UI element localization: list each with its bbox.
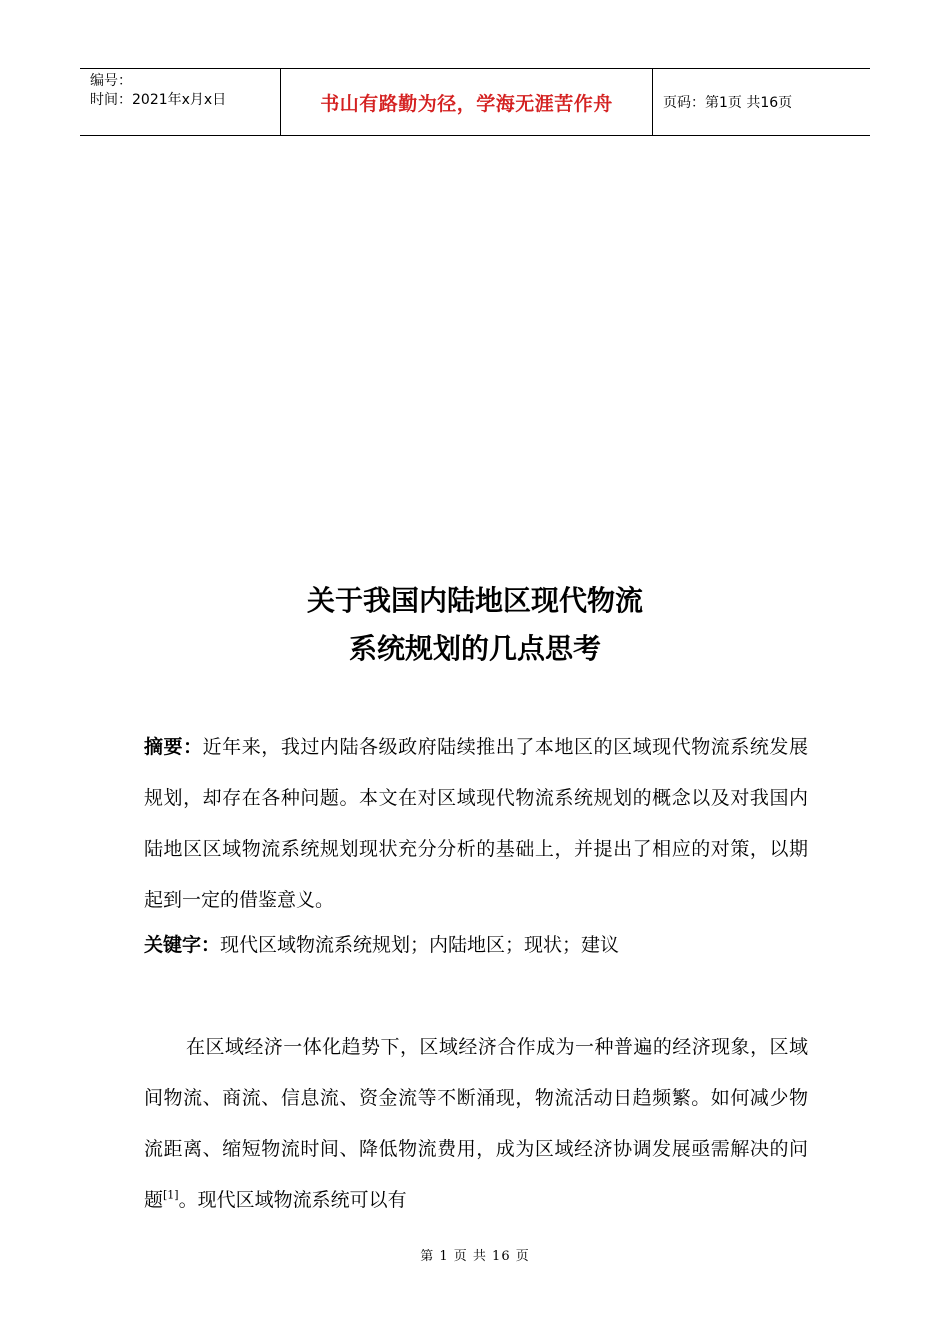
- abstract-text: 近年来，我过内陆各级政府陆续推出了本地区的区域现代物流系统发展规划，却存在各种问题。本文在对区域现代物流系统规划的概念以及对我国内陆地区区域物流系统规划现状充分分析的基础上，并提出了相应的对策，以期起到一定的借鉴意义。: [144, 736, 808, 911]
- body-paragraph: [144, 1022, 808, 1226]
- keywords-text: 现代区域物流系统规划；内陆地区；现状；建议: [220, 934, 620, 956]
- document-number-label: 编号：: [90, 73, 132, 89]
- header-motto: 书山有路勤为径，学海无涯苦作舟: [281, 69, 653, 135]
- abstract-paragraph: [144, 722, 808, 926]
- reference-marker[interactable]: [1]: [163, 1188, 179, 1202]
- page-header: [80, 68, 870, 136]
- header-page-info: 页码：第1页 共16页: [663, 95, 793, 111]
- abstract-label: 摘要：: [144, 736, 203, 758]
- document-time-label: 时间：2021年x月x日: [90, 92, 227, 108]
- page-footer: 第 1 页 共 16 页: [420, 1249, 530, 1264]
- document-title-line-1: 关于我国内陆地区现代物流: [306, 584, 643, 617]
- keywords-label: 关键字：: [144, 934, 221, 956]
- body-text-continued: 。现代区域物流系统可以有: [178, 1189, 407, 1211]
- header-meta-cell: [80, 69, 281, 135]
- body-text: 在区域经济一体化趋势下，区域经济合作成为一种普遍的经济现象，区域间物流、商流、信息流、资金流等不断涌现，物流活动日趋频繁。如何减少物流距离、缩短物流时间、降低物流费用，成为区域经济协调发展亟需解决的问题: [144, 1036, 808, 1211]
- document-title-line-2: 系统规划的几点思考: [348, 632, 601, 665]
- keywords-paragraph: [144, 920, 808, 971]
